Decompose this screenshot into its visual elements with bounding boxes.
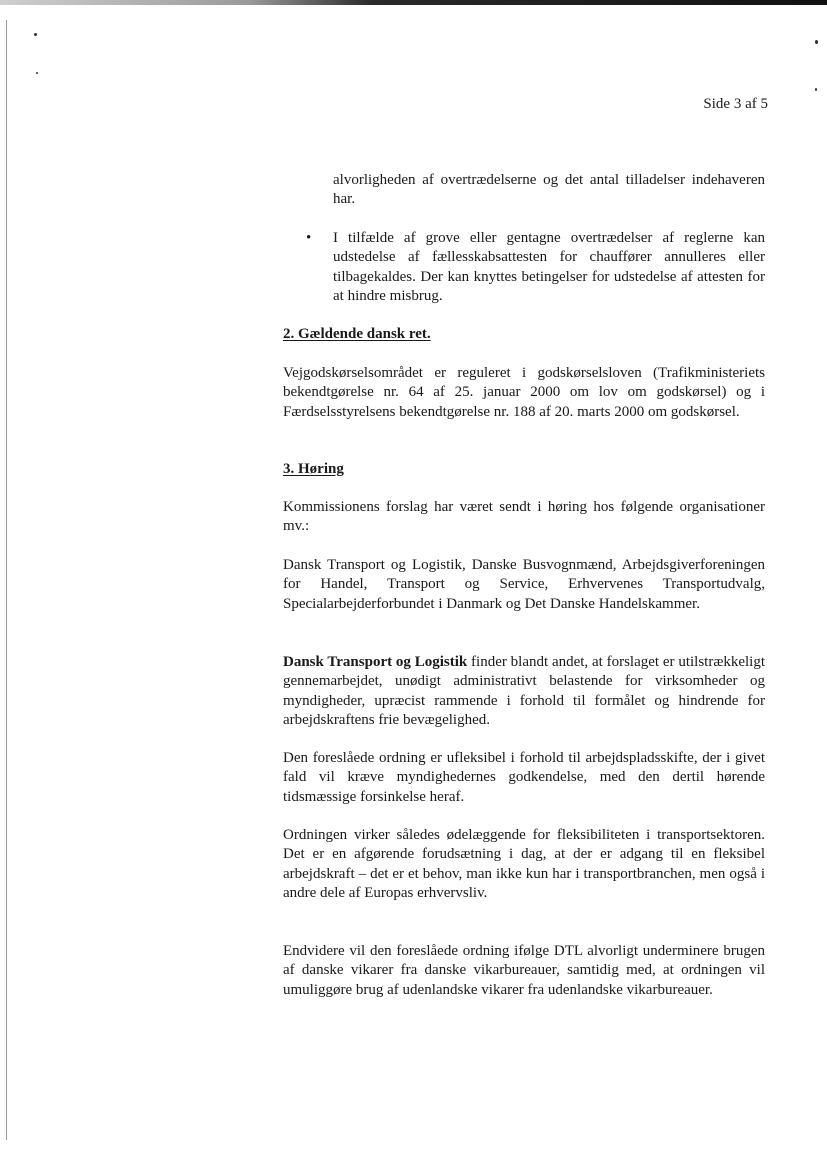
scan-speck — [36, 72, 38, 74]
bullet-icon: • — [306, 230, 312, 246]
scan-speck — [34, 33, 37, 36]
bullet-paragraph: I tilfælde af grove eller gentagne overtrædelser af reglerne kan udstedelse af fællesskabsattesten for chauffører annulleres eller tilbagekaldes. Der kan knyttes betingelser for udstedelse af attesten for at hindre misbrug. — [333, 230, 765, 305]
section-2-heading: 2. Gældende dansk ret. — [283, 326, 431, 342]
dtl-name: Dansk Transport og Logistik — [283, 654, 468, 670]
page-number: Side 3 af 5 — [703, 96, 768, 112]
destructive-paragraph: Ordningen virker således ødelæggende for fleksibiliteten i transportsektoren. Det er en afgørende forudsætning i dag, at der er adgang til en fleksibel arbejdskraft – det er et behov, man ikke kun har i transportbranchen, men også i andre dele af Europas erhvervsliv. — [283, 827, 765, 902]
scan-speck — [815, 40, 818, 44]
organisations-paragraph: Dansk Transport og Logistik, Danske Busvognmænd, Arbejdsgiverforeningen for Handel, Transport og Service, Erhvervenes Transportudvalg, Specialarbejderforbundet i Danmark og Det Danske Handelskammer. — [283, 557, 765, 612]
dtl-text: finder blandt andet, at forslaget er utilstrækkeligt gennemarbejdet, unødigt administrativt belastende for virksomheder og myndigheder, upræcist rammende i forhold til formålet og hindrende for arbejdskraftens frie bevægelighed. — [283, 654, 765, 729]
scan-edge-left — [6, 20, 7, 1140]
section-3-heading: 3. Høring — [283, 461, 344, 477]
section-2-paragraph: Vejgodskørselsområdet er reguleret i godskørselsloven (Trafikministeriets bekendtgørelse nr. 64 af 25. januar 2000 om lov om godskørsel) og i Færdselsstyrelsens bekendtgørelse nr. 188 af 20. marts 2000 om godskørsel. — [283, 365, 765, 420]
dtl-paragraph — [283, 653, 765, 731]
inflexible-paragraph: Den foreslåede ordning er ufleksibel i forhold til arbejdspladsskifte, der i givet fald vil kræve myndighedernes godkendelse, med den dertil hørende tidsmæssige forsinkelse heraf. — [283, 750, 765, 805]
scan-speck — [815, 88, 817, 91]
consultation-intro: Kommissionens forslag har været sendt i høring hos følgende organisationer mv.: — [283, 499, 765, 535]
temps-paragraph: Endvidere vil den foreslåede ordning ifølge DTL alvorligt underminere brugen af danske vikarer fra danske vikarbureauer, samtidig med, at ordningen vil umuliggøre brug af udenlandske vikarer fra udenlandske vikarbureauer. — [283, 943, 765, 998]
continuation-paragraph: alvorligheden af overtrædelserne og det antal tilladelser indehaveren har. — [333, 172, 765, 208]
scan-edge-top — [0, 0, 827, 5]
